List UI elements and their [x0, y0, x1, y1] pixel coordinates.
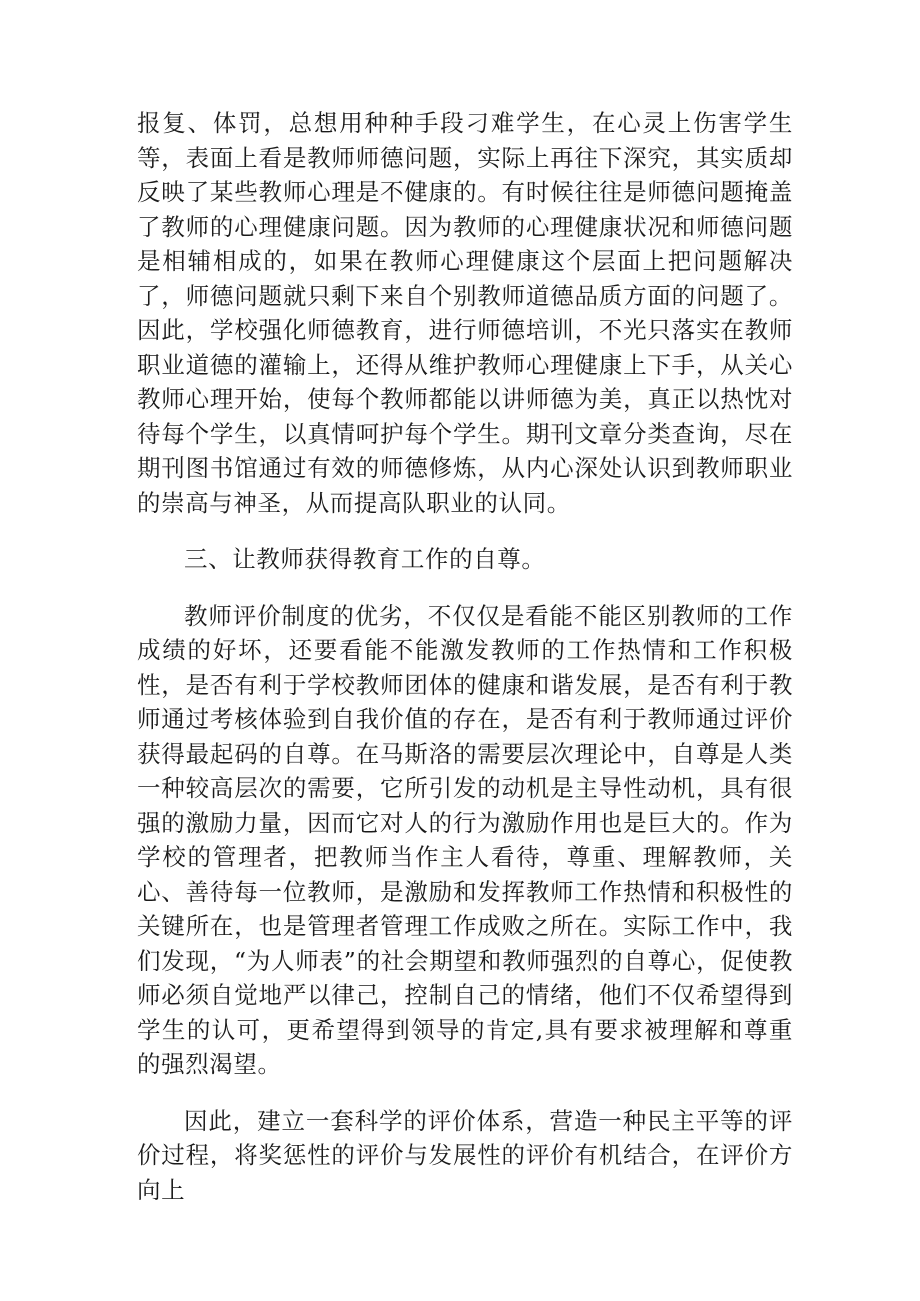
paragraph-teacher-evaluation: 教师评价制度的优劣，不仅仅是看能不能区别教师的工作成绩的好坏，还要看能不能激发教师的工作热情和工作积极性，是否有利于学校教师团体的健康和谐发展，是否有利于教师通过考核体验到自我价值的存在，是否有利于教师通过评价获得最起码的自尊。在马斯洛的需要层次理论中，自尊是人类一种较高层次的需要，它所引发的动机是主导性动机，具有很强的激励力量，因而它对人的行为激励作用也是巨大的。作为学校的管理者，把教师当作主人看待，尊重、理解教师，关心、善待每一位教师，是激励和发挥教师工作热情和积极性的关键所在，也是管理者管理工作成败之所在。实际工作中，我们发现，“为人师表”的社会期望和教师强烈的自尊心，促使教师必须自觉地严以律己，控制自己的情绪，他们不仅希望得到学生的认可，更希望得到领导的肯定,具有要求被理解和尊重的强烈渴望。 — [137, 601, 793, 1078]
section-heading: 三、让教师获得教育工作的自尊。 — [184, 545, 546, 573]
document-body — [137, 106, 793, 1207]
paragraph-continued: 报复、体罚，总想用种种手段刁难学生，在心灵上伤害学生等，表面上看是教师师德问题，实际上再往下深究，其实质却反映了某些教师心理是不健康的。有时候往往是师德问题掩盖了教师的心理健康问题。因为教师的心理健康状况和师德问题是相辅相成的，如果在教师心理健康这个层面上把问题解决了，师德问题就只剩下来自个别教师道德品质方面的问题了。因此，学校强化师德教育，进行师德培训，不光只落实在教师职业道德的灌输上，还得从维护教师心理健康上下手，从关心教师心理开始，使每个教师都能以讲师德为美，真正以热忱对待每个学生，以真情呵护每个学生。期刊文章分类查询，尽在期刊图书馆通过有效的师德修炼，从内心深处认识到教师职业的崇高与神圣，从而提高队职业的认同。 — [137, 109, 793, 517]
paragraph-therefore: 因此，建立一套科学的评价体系，营造一种民主平等的评价过程，将奖惩性的评价与发展性的评价有机结合，在评价方向上 — [137, 1106, 793, 1204]
